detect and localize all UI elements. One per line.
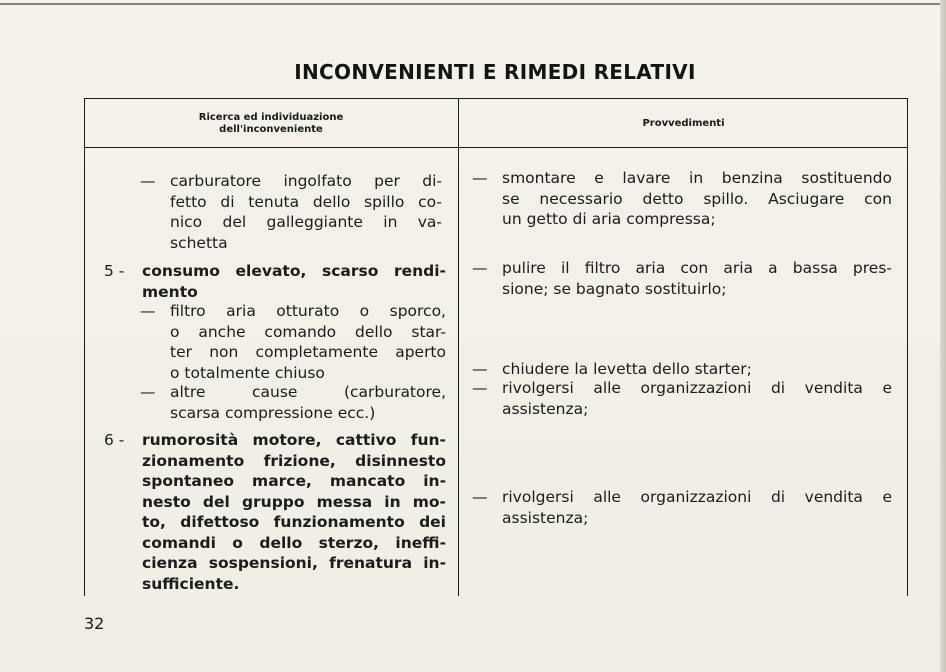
page-edge: [940, 0, 946, 672]
table-right-border: [907, 98, 908, 596]
table-left-border: [84, 98, 85, 596]
table-center-divider: [458, 98, 459, 596]
remedy-contact-service-1: — rivolgersi alle organizzazioni di vendita e assistenza;: [472, 379, 892, 418]
remedy-clean-needle: — smontare e lavare in benzina sostituendo se necessario detto spillo. Asciugare con un getto di aria compressa;: [472, 169, 892, 228]
item-5-heading: 5 - consumo elevato, scarso rendi- mento: [104, 262, 446, 301]
cause-other: — altre cause (carburatore, scarsa compressione ecc.): [140, 383, 446, 422]
page-title: INCONVENIENTI E RIMEDI RELATIVI: [294, 60, 696, 84]
item-6-heading: 6 - rumorosità motore, cattivo fun- zionamento frizione, disinnesto spontaneo marce, mancato in- nesto del gruppo messa in mo- to, difettoso funzionamento dei comandi o dello sterzo, ineffi- cienza sospensioni, frenatura in- sufficiente.: [104, 431, 446, 593]
right-column-header: Provvedimenti: [642, 118, 725, 129]
table-header-divider: [84, 147, 908, 148]
remedy-contact-service-2: — rivolgersi alle organizzazioni di vendita e assistenza;: [472, 488, 892, 527]
page-number: 32: [84, 614, 105, 633]
cause-air-filter: — filtro aria otturato o sporco, o anche comando dello star- ter non completamente aperto o totalmente chiuso: [140, 302, 446, 382]
cause-carburetor-flooded: — carburatore ingolfato per di- fetto di tenuta dello spillo co- nico del galleggiante in va- schetta: [140, 172, 442, 252]
table-top-border: [84, 98, 908, 99]
remedy-close-starter: — chiudere la levetta dello starter;: [472, 360, 752, 378]
left-column-header: Ricerca ed individuazione dell'inconveniente: [198, 112, 344, 135]
top-rule: [0, 3, 946, 5]
remedy-clean-filter: — pulire il filtro aria con aria a bassa pres- sione; se bagnato sostituirlo;: [472, 259, 892, 298]
